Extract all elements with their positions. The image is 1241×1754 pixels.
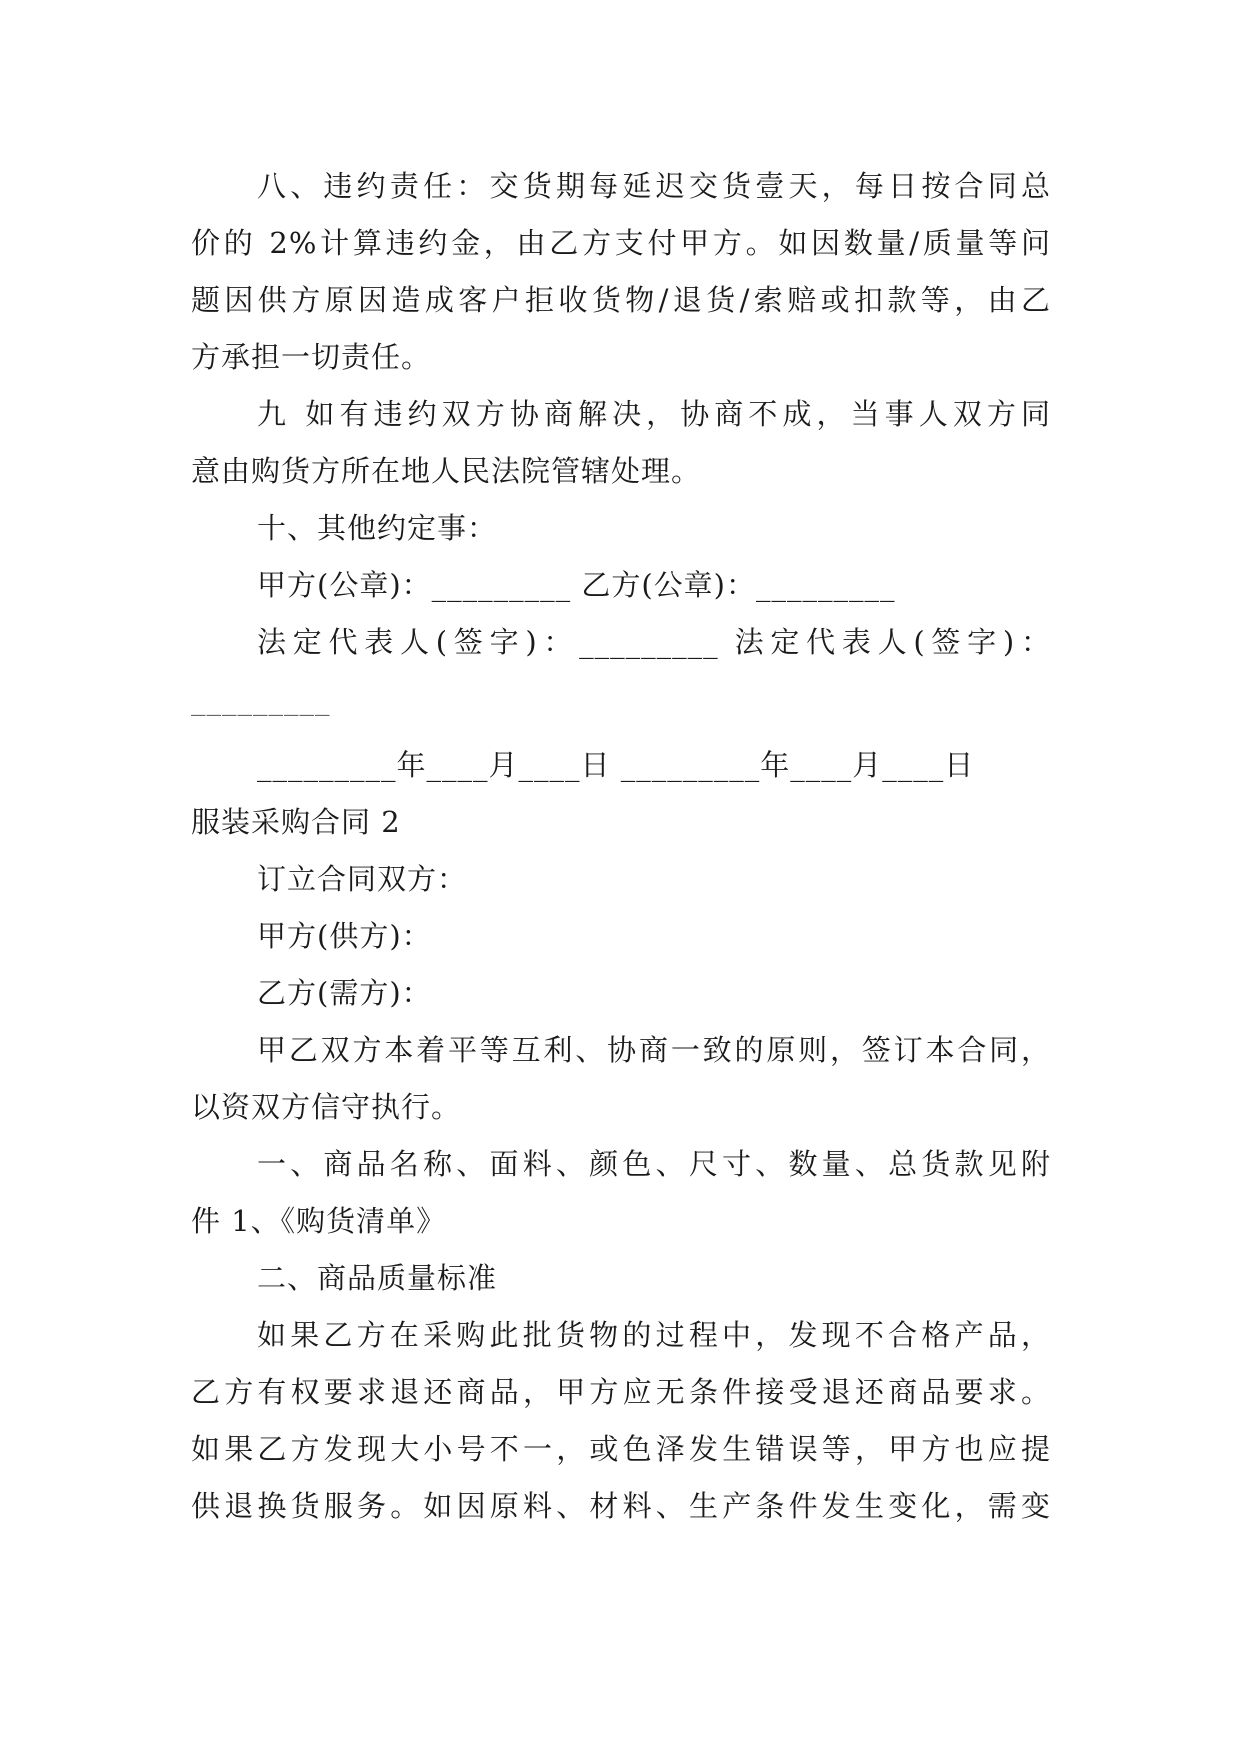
paragraph-line: 一、商品名称、面料、颜色、尺寸、数量、总货款见附 <box>257 1147 1051 1181</box>
section-heading: 二、商品质量标准 <box>257 1261 498 1295</box>
signature-line: 法定代表人(签字)：_________ 法定代表人(签字)： <box>257 625 1051 659</box>
paragraph-line: 八、违约责任：交货期每延迟交货壹天，每日按合同总 <box>257 169 1051 203</box>
signature-blank: _________ <box>191 682 331 716</box>
signature-line: 甲方(公章)：_________ 乙方(公章)：_________ <box>257 568 896 602</box>
paragraph-line: 题因供方原因造成客户拒收货物/退货/索赔或扣款等，由乙 <box>191 283 1051 317</box>
paragraph-line: 如果乙方发现大小号不一，或色泽发生错误等，甲方也应提 <box>191 1432 1051 1466</box>
section-heading: 十、其他约定事： <box>257 511 498 545</box>
contract-title: 服装采购合同 2 <box>191 805 401 839</box>
date-line: _________年____月____日 _________年____月____日 <box>257 748 975 782</box>
paragraph-line: 供退换货服务。如因原料、材料、生产条件发生变化，需变 <box>191 1489 1051 1523</box>
paragraph-line: 九 如有违约双方协商解决，协商不成，当事人双方同 <box>257 397 1051 431</box>
paragraph-line: 价的 2%计算违约金，由乙方支付甲方。如因数量/质量等问 <box>191 226 1051 260</box>
paragraph-line: 如果乙方在采购此批货物的过程中，发现不合格产品， <box>257 1318 1051 1352</box>
paragraph-line: 乙方有权要求退还商品，甲方应无条件接受退还商品要求。 <box>191 1375 1051 1409</box>
paragraph-line: 方承担一切责任。 <box>191 340 432 374</box>
paragraph-line: 以资双方信守执行。 <box>191 1090 462 1124</box>
party-line: 甲方(供方)： <box>257 919 432 953</box>
paragraph-line: 意由购货方所在地人民法院管辖处理。 <box>191 454 702 488</box>
paragraph-line: 甲乙双方本着平等互利、协商一致的原则，签订本合同， <box>257 1033 1051 1067</box>
party-line: 乙方(需方)： <box>257 976 432 1010</box>
paragraph-line: 件 1、《购货清单》 <box>191 1204 447 1238</box>
paragraph-line: 订立合同双方： <box>257 862 468 896</box>
